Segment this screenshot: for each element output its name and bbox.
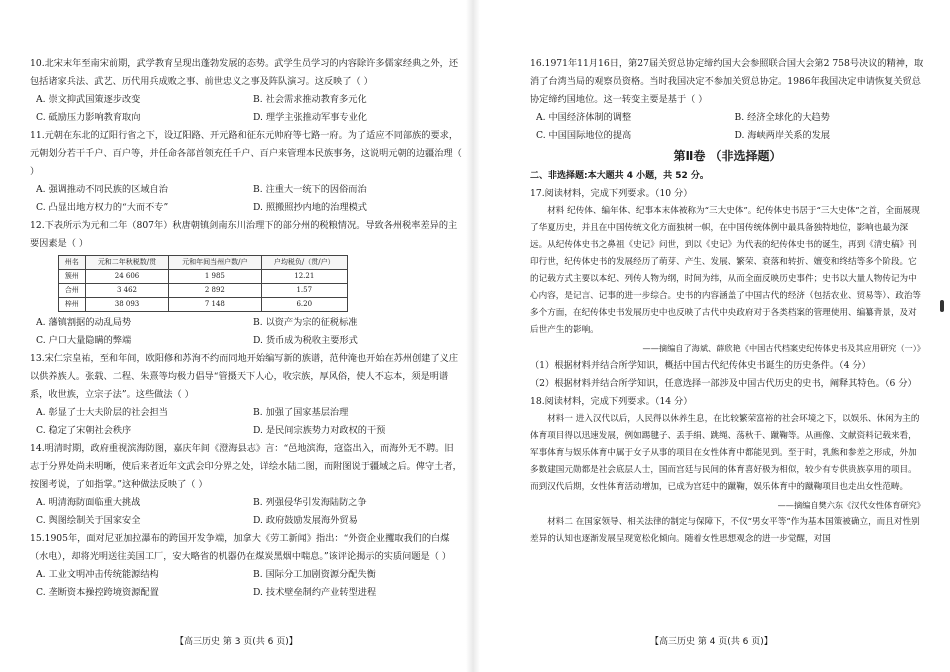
option-b: B. 加强了国家基层治理 bbox=[253, 407, 349, 418]
option-b: B. 社会需求推动教育多元化 bbox=[253, 94, 367, 105]
question-12 bbox=[30, 217, 462, 350]
page-4 bbox=[480, 0, 950, 672]
table-cell: 1.57 bbox=[261, 284, 347, 298]
question-18-material-2: 材料二 在国家领导、相关法律的制定与保障下，不仅“男女平等”作为基本国策被确立，而且对性别差异的认知也逐渐发展呈现宽松化倾向。随着女性思想观念的进一步觉醒，对国 bbox=[530, 517, 920, 544]
question-14-options bbox=[30, 494, 462, 530]
table-cell: 1 985 bbox=[169, 270, 261, 284]
question-15 bbox=[30, 530, 462, 602]
question-15-stem: 15.1905年，面对尼亚加拉瀑布的跨国开发争端，加拿大《劳工新闻》指出：“外资企业攫取我们的白煤（水电），却将光明送往美国工厂，安大略省的机器仍在煤炭黑烟中喘息。”该评论揭示的实质问题是（ ） bbox=[30, 533, 452, 562]
question-12-options bbox=[30, 314, 462, 350]
option-b: B. 注重大一统下的因俗而治 bbox=[253, 184, 367, 195]
page-4-content bbox=[530, 55, 925, 548]
table-header: 元和二年秋税数/贯 bbox=[85, 256, 168, 270]
question-17 bbox=[530, 185, 925, 393]
table-cell: 3 462 bbox=[85, 284, 168, 298]
question-10-stem: 10.北宋末年至南宋前期，武学教育呈现出蓬勃发展的态势。武学生员学习的内容除许多儒家经典之外，还包括诸家兵法、武艺、历代用兵成败之事、前世忠义之事及阵队演习。这反映了（ ） bbox=[30, 58, 459, 87]
table-cell: 6.20 bbox=[261, 298, 347, 312]
part-2-title: 第Ⅱ卷 （非选择题） bbox=[673, 149, 782, 163]
table-header: 州名 bbox=[59, 256, 86, 270]
question-16-options bbox=[530, 109, 925, 145]
question-17-material: 材料 纪传体、编年体、纪事本末体被称为“三大史体”。纪传体史书居于“三大史体”之首，全面展现了华夏历史，并且在中国传统文化方面独树一帜，在中国传统体例中最具备独特地位，影响也最为深远。从纪传体史书之鼻祖《史记》问世，到以《史记》为代表的纪传体史书的诞生，再到《清史稿》刊印行世，纪传体史书的发展经历了萌芽、产生、发展、繁荣、衰落和转折、嬗变和终结等多个阶段。它的记载方式主要以本纪、列传人物为纲，时间为纬，从而全面反映历史事件；史书以大量人物传记为中心内容，是记言、记事的进一步综合。史书的内容涵盖了中国古代的经济（包括农业、贸易等）、政治等多个方面，在纪传体史书发展历史中也反映了古代中央政府对于各类档案的管理使用、编纂背景，及对后世产生的影响。 bbox=[530, 206, 922, 335]
question-17-sub-1: （1）根据材料并结合所学知识，概括中国古代纪传体史书诞生的历史条件。（4 分） bbox=[530, 360, 871, 371]
question-16-stem: 16.1971年11月16日，第27届关贸总协定缔约国大会参照联合国大会第2 758号决议的精神，取消了台湾当局的观察员资格。当时我国决定不参加关贸总协定。1986年我国决定申请恢复关贸总协定缔约国地位。这一转变主要是基于（ ） bbox=[530, 58, 924, 105]
question-11-stem: 11.元朝在东北的辽阳行省之下，设辽阳路、开元路和征东元帅府等七路一府。为了适应不同部族的要求，元朝划分若干千户、百户等，并任命各部首领充任千户、百户来管理本民族事务，这说明元朝的边疆治理（ ） bbox=[30, 130, 462, 177]
option-d: D. 政府鼓励发展海外贸易 bbox=[253, 515, 358, 526]
option-a: A. 工业文明冲击传统能源结构 bbox=[36, 569, 159, 580]
question-17-sub-2: （2）根据材料并结合所学知识，任意选择一部涉及中国古代历史的史书，阐释其特色。（6 分） bbox=[530, 378, 917, 389]
option-b: B. 国际分工加剧资源分配失衡 bbox=[253, 569, 376, 580]
table-cell: 2 892 bbox=[169, 284, 261, 298]
question-16 bbox=[530, 55, 925, 145]
question-10 bbox=[30, 55, 462, 127]
question-11 bbox=[30, 127, 462, 217]
option-c: C. 垄断资本操控跨境资源配置 bbox=[36, 587, 159, 598]
table-header: 元和年间当州户数/户 bbox=[169, 256, 261, 270]
question-11-options bbox=[30, 181, 462, 217]
option-a: A. 强调推动不同民族的区域自治 bbox=[36, 184, 168, 195]
question-17-heading: 17.阅读材料，完成下列要求。（10 分） bbox=[530, 188, 693, 199]
question-18-source-1: ——摘编自樊六东《汉代女性体育研究》 bbox=[777, 500, 925, 510]
question-18-heading: 18.阅读材料，完成下列要求。（14 分） bbox=[530, 396, 693, 407]
table-row bbox=[59, 284, 348, 298]
table-cell: 24 606 bbox=[85, 270, 168, 284]
page-3-content bbox=[30, 55, 462, 602]
option-d: D. 技术壁垒制约产业转型进程 bbox=[253, 587, 377, 598]
table-row bbox=[59, 298, 348, 312]
binding-mark bbox=[940, 300, 944, 312]
option-a: A. 崇文抑武国策逐步改变 bbox=[36, 94, 141, 105]
option-c: C. 户口大量隐瞒的弊端 bbox=[36, 335, 132, 346]
page-3 bbox=[0, 0, 470, 672]
option-c: C. 中国国际地位的提高 bbox=[536, 130, 632, 141]
question-10-options bbox=[30, 91, 462, 127]
table-header-row bbox=[59, 256, 348, 270]
option-a: A. 藩镇割据的动乱局势 bbox=[36, 317, 132, 328]
option-a: A. 中国经济体制的调整 bbox=[536, 112, 632, 123]
page-3-footer: 【高三历史 第 3 页(共 6 页)】 bbox=[175, 637, 298, 647]
question-18-material-1: 材料一 进入汉代以后，人民得以休养生息，在比较繁荣富裕的社会环境之下，以娱乐、休闲为主的体育项目得以迅速发展，例如踢毽子、丢手绢、跳绳、荡秋千、蹴鞠等。从画像、文献资料记载来看，军事体育与娱乐体育中属于女子从事的项目在女性体育中都能见到。至于时，乳熊和参差之形成，外加多数建国元勋都是社会底层人士，国而宫廷与民间的体育喜好极为相似，较少有专供贵族享用的项目。而到汉代后期，女性体育活动增加，已成为宫廷中的蹴鞠，娱乐体育中的蹴鞠项目也走出女性范畴。 bbox=[530, 414, 920, 492]
table-cell: 梓州 bbox=[59, 298, 86, 312]
option-d: D. 货币成为税收主要形式 bbox=[253, 335, 358, 346]
table-header: 户均税负/（贯/户） bbox=[261, 256, 347, 270]
question-14-stem: 14.明清时期，政府重视滨海防图，嘉庆年间《澄海县志》言：“邑地滨海，寇盗出入，而海外无不聘。旧志于分界处尚未明晰，使后来者近年文武会印分界之处，详绘水陆二图，而附图说于疆域之后。俾守土者，按图考说，了如指掌。”这种做法反映了（ ） bbox=[30, 443, 462, 490]
question-17-source: ——摘编自了海斌、薛欣艳《中国古代档案史纪传体史书及其应用研究（一）》 bbox=[642, 343, 925, 353]
question-15-options bbox=[30, 566, 462, 602]
question-18 bbox=[530, 393, 925, 548]
table-row bbox=[59, 270, 348, 284]
question-13-options bbox=[30, 404, 462, 440]
option-d: D. 理学主张推动军事专业化 bbox=[253, 112, 367, 123]
part-2-heading: 二、非选择题:本大题共 4 小题，共 52 分。 bbox=[530, 171, 709, 181]
question-13 bbox=[30, 350, 462, 440]
option-a: A. 彰显了士大夫阶层的社会担当 bbox=[36, 407, 168, 418]
option-c: C. 砥励压力影响教育取向 bbox=[36, 112, 141, 123]
table-cell: 38 093 bbox=[85, 298, 168, 312]
option-d: D. 是民间宗族势力对政权的干预 bbox=[253, 425, 386, 436]
page-gutter bbox=[466, 0, 480, 672]
option-c: C. 凸显出地方权力的“大而不专” bbox=[36, 202, 169, 213]
question-14 bbox=[30, 440, 462, 530]
option-a: A. 明清海防面临重大挑战 bbox=[36, 497, 141, 508]
page-4-footer: 【高三历史 第 4 页(共 6 页)】 bbox=[650, 637, 773, 647]
question-12-stem: 12.下表所示为元和二年（807年）秋唐朝镇剑南东川治理下的部分州的税粮情况。导致各州税率差异的主要因素是（ ） bbox=[30, 220, 458, 249]
option-b: B. 经济全球化的大趋势 bbox=[734, 112, 830, 123]
table-cell: 7 148 bbox=[169, 298, 261, 312]
table-cell: 簇州 bbox=[59, 270, 86, 284]
table-cell: 合州 bbox=[59, 284, 86, 298]
option-b: B. 列强侵华引发海陆防之争 bbox=[253, 497, 367, 508]
option-c: C. 舆图绘制关于国家安全 bbox=[36, 515, 141, 526]
option-d: D. 照搬照抄内地的治理模式 bbox=[253, 202, 367, 213]
option-b: B. 以资产为宗的征税标准 bbox=[253, 317, 358, 328]
option-d: D. 海峡两岸关系的发展 bbox=[734, 130, 831, 141]
table-cell: 12.21 bbox=[261, 270, 347, 284]
option-c: C. 稳定了宋朝社会秩序 bbox=[36, 425, 132, 436]
tax-table bbox=[58, 255, 348, 312]
question-13-stem: 13.宋仁宗皇祐，至和年间，欧阳修和苏洵不约而同地开始编写新的族谱，范仲淹也开始在苏州创建了义庄以供养族人。张载、二程、朱熹等均极力倡导“管摄天下人心，收宗族，厚风俗，使人不忘本，须是明谱系，收世族，立宗子法”。这些做法（ ） bbox=[30, 353, 459, 400]
